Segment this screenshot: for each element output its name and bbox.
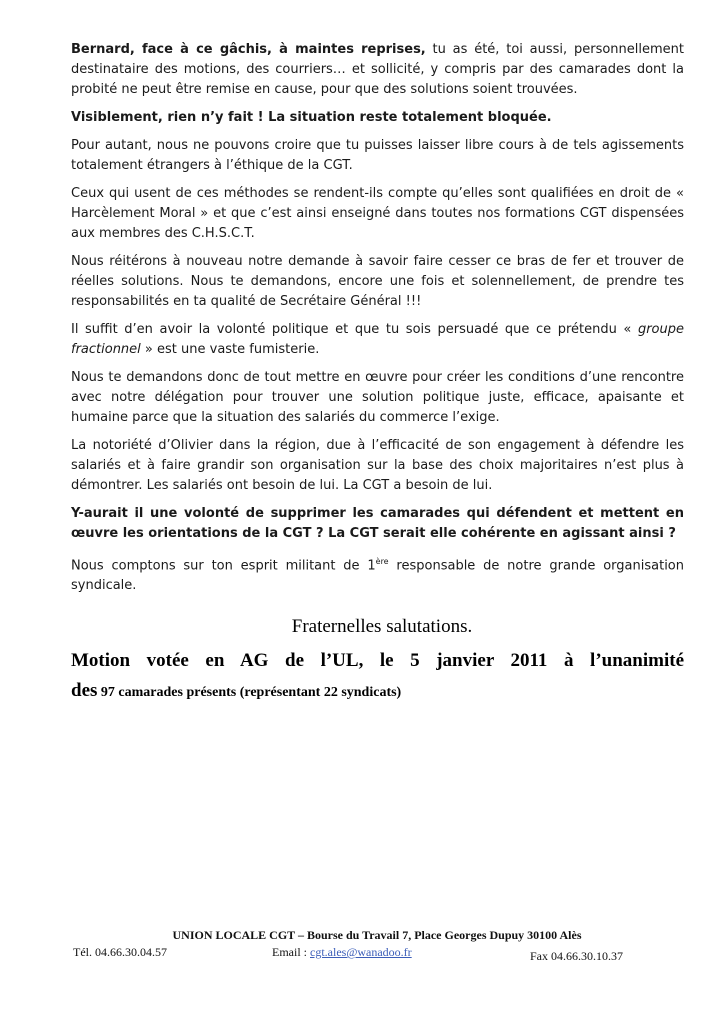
paragraph-4: Ceux qui usent de ces méthodes se rendent-ils compte qu’elles sont qualifiées en droit de « Harcèlement Moral » et que c’est ainsi enseigné dans toutes nos formations CGT dispensées aux membres des C.H.S.C.T. bbox=[71, 186, 684, 241]
paragraph-1 bbox=[71, 40, 684, 100]
paragraph-text: responsable de notre grande organisation syndicale. bbox=[71, 558, 685, 594]
paragraph-text: tu as été, toi aussi, personnellement destinataire des motions, des courriers… et sollicité, y compris par des camarades dont la probité ne peut être remise en cause, pour que des solutions soient trouvées. bbox=[71, 42, 684, 97]
paragraph-text: » est une vaste fumisterie. bbox=[140, 342, 320, 357]
motion-subheading-lead: des bbox=[71, 680, 98, 701]
letter-body bbox=[71, 40, 684, 596]
motion-subheading bbox=[71, 680, 401, 702]
footer-email bbox=[272, 945, 412, 960]
footer-phone: Tél. 04.66.30.04.57 bbox=[73, 945, 167, 959]
superscript: ère bbox=[375, 557, 389, 566]
paragraph-10 bbox=[71, 552, 684, 596]
paragraph-9: Y-aurait il une volonté de supprimer les camarades qui défendent et mettent en œuvre les orientations de la CGT ? La CGT serait elle cohérente en agissant ainsi ? bbox=[71, 506, 684, 541]
footer-contacts bbox=[0, 945, 724, 961]
paragraph-italic: groupe fractionnel bbox=[71, 322, 684, 357]
paragraph-text: Il suffit d’en avoir la volonté politique et que tu sois persuadé que ce prétendu « bbox=[71, 322, 638, 337]
paragraph-6 bbox=[71, 320, 684, 360]
email-link[interactable]: cgt.ales@wanadoo.fr bbox=[310, 945, 412, 959]
motion-heading: Motion votée en AG de l’UL, le 5 janvier 2011 à l’unanimité bbox=[71, 650, 684, 671]
paragraph-text: Nous comptons sur ton esprit militant de 1 bbox=[71, 558, 376, 574]
paragraph-8: La notoriété d’Olivier dans la région, due à l’efficacité de son engagement à défendre les salariés et à faire grandir son organisation sur la base des choix majoritaires n’est plus à démontrer. Les salariés ont besoin de lui. La CGT a besoin de lui. bbox=[71, 438, 684, 493]
paragraph-5: Nous réitérons à nouveau notre demande à savoir faire cesser ce bras de fer et trouver de réelles solutions. Nous te demandons, encore une fois et solennellement, de prendre tes responsabilités en ta qualité de Secrétaire Général !!! bbox=[71, 254, 684, 309]
footer-email-label: Email : bbox=[272, 945, 310, 959]
footer bbox=[0, 928, 724, 961]
footer-address: UNION LOCALE CGT – Bourse du Travail 7, Place Georges Dupuy 30100 Alès bbox=[172, 928, 582, 942]
paragraph-7: Nous te demandons donc de tout mettre en œuvre pour créer les conditions d’une rencontre avec notre délégation pour trouver une solution politique juste, efficace, apaisante et humaine parce que la situation des salariés du commerce l’exige. bbox=[71, 370, 684, 425]
paragraph-lead: Bernard, face à ce gâchis, à maintes reprises, bbox=[71, 42, 426, 57]
paragraph-3: Pour autant, nous ne pouvons croire que tu puisses laisser libre cours à de tels agissements totalement étrangers à l’éthique de la CGT. bbox=[71, 138, 684, 173]
closing-greeting: Fraternelles salutations. bbox=[291, 616, 473, 637]
motion-subheading-detail: 97 camarades présents (représentant 22 syndicats) bbox=[97, 685, 402, 700]
paragraph-2: Visiblement, rien n’y fait ! La situation reste totalement bloquée. bbox=[71, 110, 552, 125]
footer-fax: Fax 04.66.30.10.37 bbox=[530, 949, 623, 963]
